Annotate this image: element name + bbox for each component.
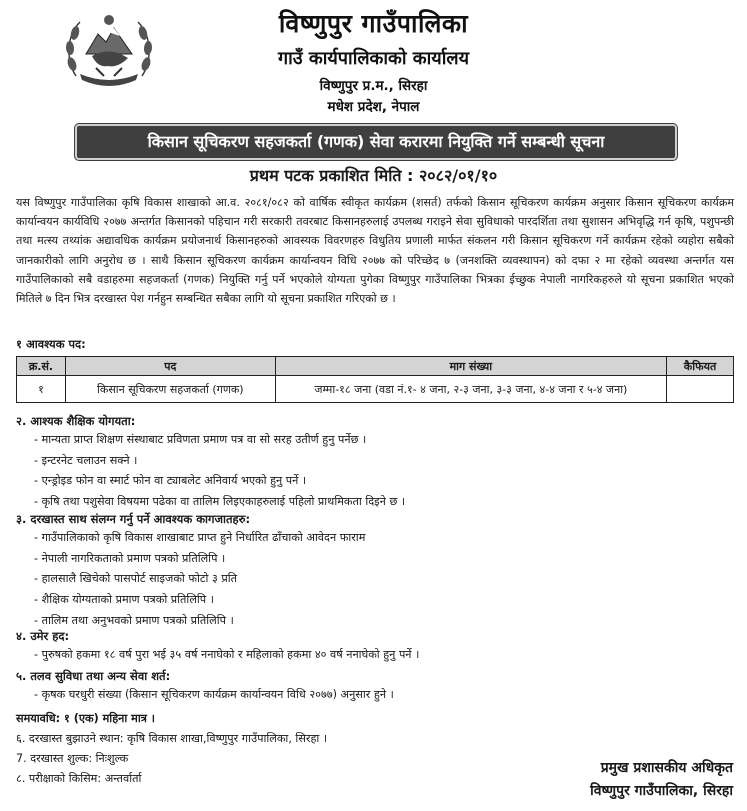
- list-item: - तालिम तथा अनुभवको प्रमाण पत्रको प्रतिलिपि ।: [34, 613, 234, 627]
- list-item: - मान्यता प्राप्त शिक्षण संस्थाबाट प्रविणता प्रमाण पत्र वा सो सरह उतीर्ण हुनु पर्नेछ ।: [34, 433, 367, 446]
- exam-type: ८. परीक्षाको किसिम: अन्तर्वार्ता: [16, 772, 142, 785]
- table-cell: जम्मा-१८ जना (वडा नं.१- ४ जना, २-३ जना, ३-३ जना, ४-४ जना र ५-४ जना): [275, 376, 666, 403]
- signature-office: विष्णुपुर गाउँपालिका, सिरहा: [590, 783, 733, 799]
- table-row: [17, 376, 734, 403]
- section-4-heading: ४. उमेर हद:: [16, 629, 70, 643]
- table-header-row: [17, 357, 734, 376]
- signature-title: प्रमुख प्रशासकीय अधिकृत: [600, 760, 733, 776]
- documents-list: [34, 528, 365, 632]
- notice-title-banner: किसान सूचिकरण सहजकर्ता (गणक) सेवा करारमा नियुक्ति गर्ने सम्बन्धी सूचना: [75, 124, 677, 160]
- list-item: - हालसालै खिचेको पासपोर्ट साइजको फोटो ३ प्रति: [34, 572, 238, 586]
- list-item: - पुरुषको हकमा १८ वर्ष पुरा भई ३५ वर्ष ननाघेको र महिलाको हकमा ४० वर्ष ननाघेको हुनु पर्ने ।: [34, 648, 420, 661]
- table-cell: १: [17, 376, 66, 403]
- intro-paragraph: यस विष्णुपुर गाउँपालिका कृषि विकास शाखाको आ.व. २०८१/०८२ को वार्षिक स्वीकृत कार्यक्रम (शसर्त) तर्फको किसान सूचिकरण कार्यक्रम अनुसार किसान सूचिकरण कार्यक्रम कार्यान्वयन कार्यविधि २०७७ अन्तर्गत किसानको पहिचान गरी सरकारी तवरबाट किसानहरुलाई उपलब्ध गराइने सेवा सुविधाको पारदर्शिता तथा सुशासन अभिवृद्धि गर्न कृषि, पशुपन्छी तथा मत्स्य तथ्यांक अद्यावधिक कार्यक्रम प्रयोजनार्थ किसानहरुको आवस्यक विवरणहरु विधुतिय प्रणाली मार्फत संकलन गरी किसान सूचिकरण गर्ने कार्यक्रम रहेको व्यहोरा सबैको जानकारीको लागि अनुरोध छ । साथै किसान सूचिकरण कार्यक्रम कार्यान्वयन विधि २०७७ को परिच्छेद ७ (जनशक्ति व्यवस्थापन) को दफा २ मा रहेको व्यवस्था अन्तर्गत यस गाउँपालिकाको सबै वडाहरुमा सहजकर्ता (गणक) नियुक्ति गर्नु पर्ने भएकोले योग्यता पुगेका विष्णुपुर गाउँपालिका भित्रका ईच्छुक नेपाली नागरिकहरुले यो सूचना प्रकाशित भएको मितिले ७ दिन भित्र दरखास्त पेश गर्नहुन सम्बन्धित सबैका लागि यो सूचना प्रकाशित गरिएको छ ।: [16, 196, 734, 306]
- section-5-heading: ५. तलव सुविधा तथा अन्य सेवा शर्त:: [16, 669, 171, 683]
- table-cell: किसान सूचिकरण सहजकर्ता (गणक): [65, 376, 275, 403]
- list-item: - इन्टरनेट चलाउन सक्ने ।: [34, 453, 138, 467]
- list-item: - एन्ड्रोइड फोन वा स्मार्ट फोन वा ट्याबलेट अनिवार्य भएको हुनु पर्ने ।: [34, 474, 307, 488]
- table-cell: [667, 376, 734, 403]
- address-line-1: विष्णुपुर प्र.म., सिरहा: [319, 78, 428, 94]
- list-item: - कृषक घरधुरी संख्या (किसान सूचिकरण कार्यक्रम कार्यान्वयन विधि २०७७) अनुसार हुने ।: [34, 688, 394, 701]
- list-item: - कृषि तथा पशुसेवा विषयमा पढेका वा तालिम लिइएकाहरुलाई पहिलो प्राथमिकता दिइने छ ।: [34, 495, 406, 509]
- publish-date: प्रथम पटक प्रकाशित मिति : २०८२/०१/१०: [249, 166, 498, 185]
- column-header: क्र.सं.: [17, 357, 66, 376]
- column-header: माग संख्या: [275, 357, 666, 376]
- section-1-heading: १ आवश्यक पद:: [16, 337, 86, 351]
- list-item: - शैक्षिक योग्यताको प्रमाण पत्रको प्रतिलिपि ।: [34, 593, 214, 607]
- list-item: - गाउँपालिकाको कृषि विकास शाखाबाट प्राप्त हुने निर्धारित ढाँचाको आवेदन फाराम: [34, 531, 366, 544]
- positions-table: [16, 356, 734, 403]
- qualification-list: [34, 430, 405, 513]
- office-name: गाउँ कार्यपालिकाको कार्यालय: [277, 48, 470, 69]
- section-3-heading: ३. दरखास्त साथ संलग्न गर्नु पर्ने आवश्यक कागजातहरु:: [16, 512, 251, 526]
- municipality-name: विष्णुपुर गाउँपालिका: [278, 9, 469, 38]
- section-2-heading: २. आश्यक शैक्षिक योगयता:: [16, 414, 136, 428]
- address-line-2: मधेश प्रदेश, नेपाल: [327, 99, 420, 115]
- column-header: कैफियत: [667, 357, 734, 376]
- term-line: समयावधि: १ (एक) महिना मात्र ।: [16, 712, 156, 725]
- list-item: - नेपाली नागरिकताको प्रमाण पत्रको प्रतिलिपि ।: [34, 551, 226, 565]
- column-header: पद: [65, 357, 275, 376]
- age-limit-list: [34, 645, 419, 666]
- salary-terms-list: [34, 685, 394, 706]
- application-fee: 7. दरखास्त शुल्क: निःशुल्क: [16, 752, 129, 765]
- submission-place: ६. दरखास्त बुझाउने स्थान: कृषि विकास शाखा,विष्णुपुर गाउँपालिका, सिरहा ।: [16, 732, 328, 745]
